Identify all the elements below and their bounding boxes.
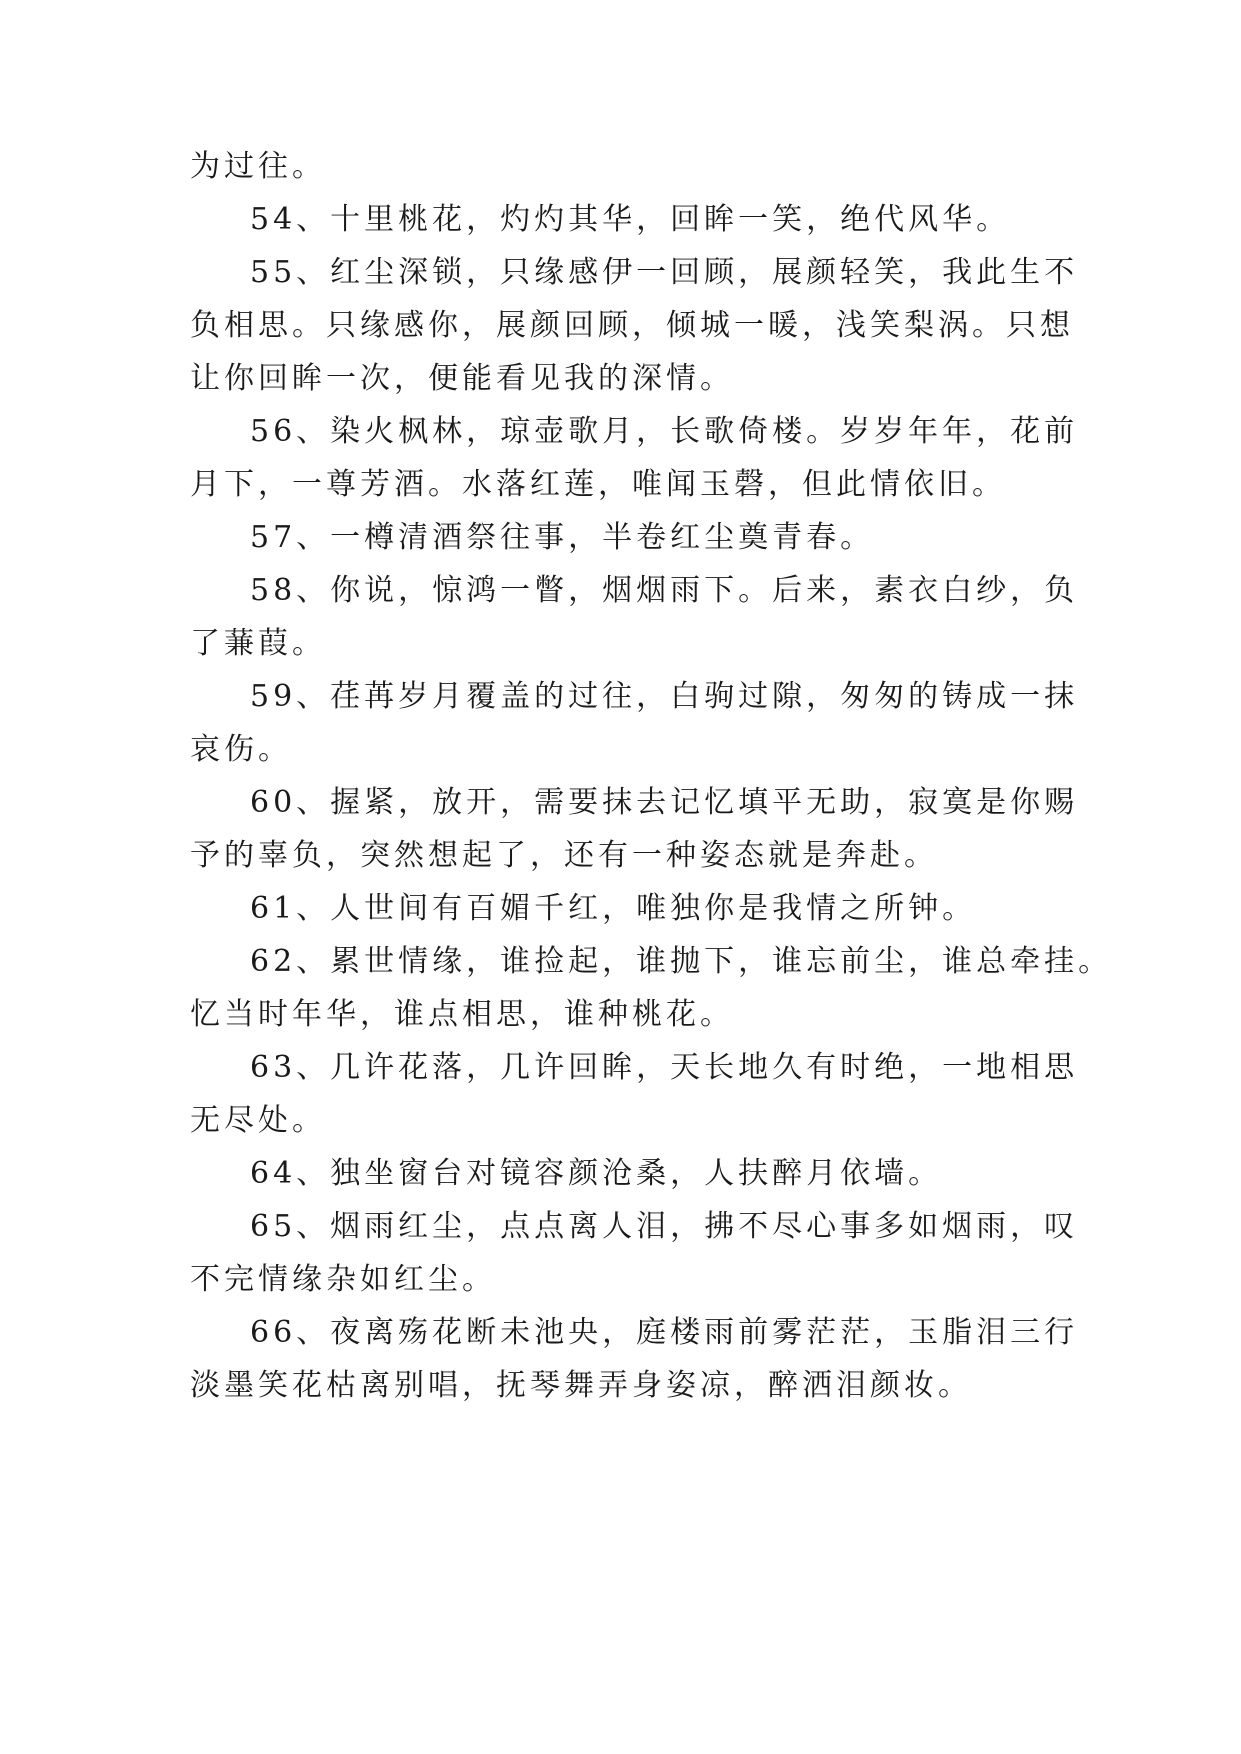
text-line: 哀伤。 (190, 732, 292, 767)
text-line: 63、几许花落，几许回眸，天长地久有时绝，一地相思 (250, 1050, 1079, 1085)
text-line: 56、染火枫林，琼壶歌月，长歌倚楼。岁岁年年，花前 (250, 414, 1079, 449)
text-line: 64、独坐窗台对镜容颜沧桑，人扶醉月依墙。 (250, 1156, 943, 1191)
text-line: 淡墨笑花枯离别唱，抚琴舞弄身姿凉，醉洒泪颜妆。 (190, 1368, 972, 1403)
text-line: 了蒹葭。 (190, 626, 326, 661)
text-line: 55、红尘深锁，只缘感伊一回顾，展颜轻笑，我此生不 (250, 255, 1079, 290)
text-line: 为过往。 (190, 149, 326, 184)
text-line: 54、十里桃花，灼灼其华，回眸一笑，绝代风华。 (250, 202, 1011, 237)
text-line: 65、烟雨红尘，点点离人泪，拂不尽心事多如烟雨，叹 (250, 1209, 1079, 1244)
text-line: 忆当时年华，谁点相思，谁种桃花。 (190, 997, 734, 1032)
text-line: 负相思。只缘感你，展颜回顾，倾城一暖，浅笑梨涡。只想 (190, 308, 1074, 343)
text-line: 61、人世间有百媚千红，唯独你是我情之所钟。 (250, 891, 977, 926)
text-line: 66、夜离殇花断未池央，庭楼雨前雾茫茫，玉脂泪三行 (250, 1315, 1079, 1350)
text-line: 57、一樽清酒祭往事，半卷红尘奠青春。 (250, 520, 875, 555)
text-line: 59、荏苒岁月覆盖的过往，白驹过隙，匆匆的铸成一抹 (250, 679, 1079, 714)
text-line: 让你回眸一次，便能看见我的深情。 (190, 361, 734, 396)
text-line: 予的辜负，突然想起了，还有一种姿态就是奔赴。 (190, 838, 938, 873)
text-line: 60、握紧，放开，需要抹去记忆填平无助，寂寞是你赐 (250, 785, 1079, 820)
text-line: 62、累世情缘，谁捡起，谁抛下，谁忘前尘，谁总牵挂。 (250, 944, 1113, 979)
text-line: 58、你说，惊鸿一瞥，烟烟雨下。后来，素衣白纱，负 (250, 573, 1079, 608)
text-line: 无尽处。 (190, 1103, 326, 1138)
text-line: 不完情缘杂如红尘。 (190, 1262, 496, 1297)
text-line: 月下，一尊芳酒。水落红莲，唯闻玉磬，但此情依旧。 (190, 467, 1006, 502)
